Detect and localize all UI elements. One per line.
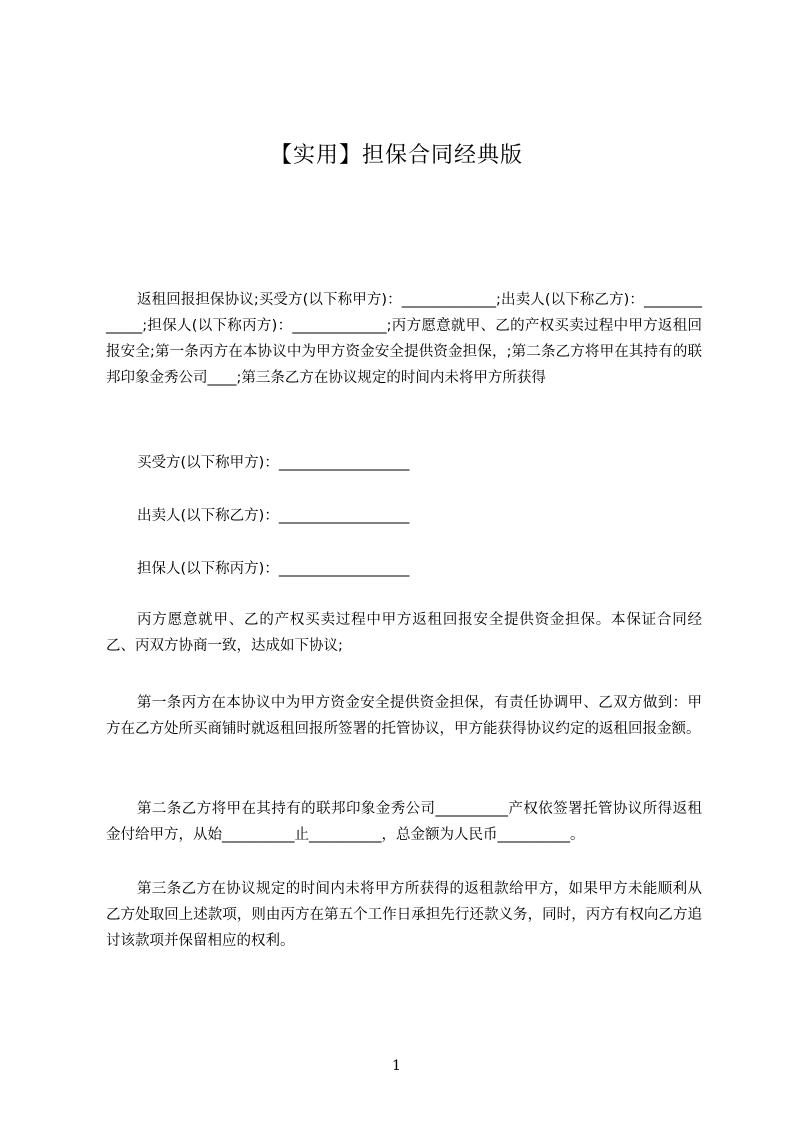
article-1-paragraph: 第一条丙方在本协议中为甲方资金安全提供资金担保，有责任协调甲、乙双方做到：甲方在乙方处所买商铺时就返租回报所签署的托管协议，甲方能获得协议约定的返租回报金额。 (106, 695, 702, 737)
party-a-line: 买受方(以下称甲方)：__________________ (137, 455, 410, 471)
document-title: 【实用】担保合同经典版 (269, 143, 523, 168)
page-number: 1 (392, 1058, 401, 1074)
article-2-paragraph: 第二条乙方将甲在其持有的联邦印象金秀公司__________产权依签署托管协议所得返租金付给甲方，从始__________止__________，总金额为人民币__________。 (106, 801, 702, 843)
party-c-line: 担保人(以下称丙方)：__________________ (137, 561, 410, 577)
summary-paragraph: 返租回报担保协议;买受方(以下称甲方)：_____________;出卖人(以下称乙方)：_____________;担保人(以下称丙方)：_____________;丙方愿意就甲、乙的产权买卖过程中甲方返租回报安全;第一条丙方在本协议中为甲方资金安全提供资金担保，;第二条乙方将甲在其持有的联邦印象金秀公司____;第三条乙方在协议规定的时间内未将甲方所获得 (106, 292, 702, 386)
party-b-line: 出卖人(以下称乙方)：__________________ (137, 508, 410, 524)
article-3-paragraph: 第三条乙方在协议规定的时间内未将甲方所获得的返租款给甲方，如果甲方未能顺利从乙方处取回上述款项，则由丙方在第五个工作日承担先行还款义务，同时，丙方有权向乙方追讨该款项并保留相应的权利。 (106, 881, 702, 949)
intro-paragraph: 丙方愿意就甲、乙的产权买卖过程中甲方返租回报安全提供资金担保。本保证合同经乙、丙双方协商一致，达成如下协议; (106, 612, 702, 654)
